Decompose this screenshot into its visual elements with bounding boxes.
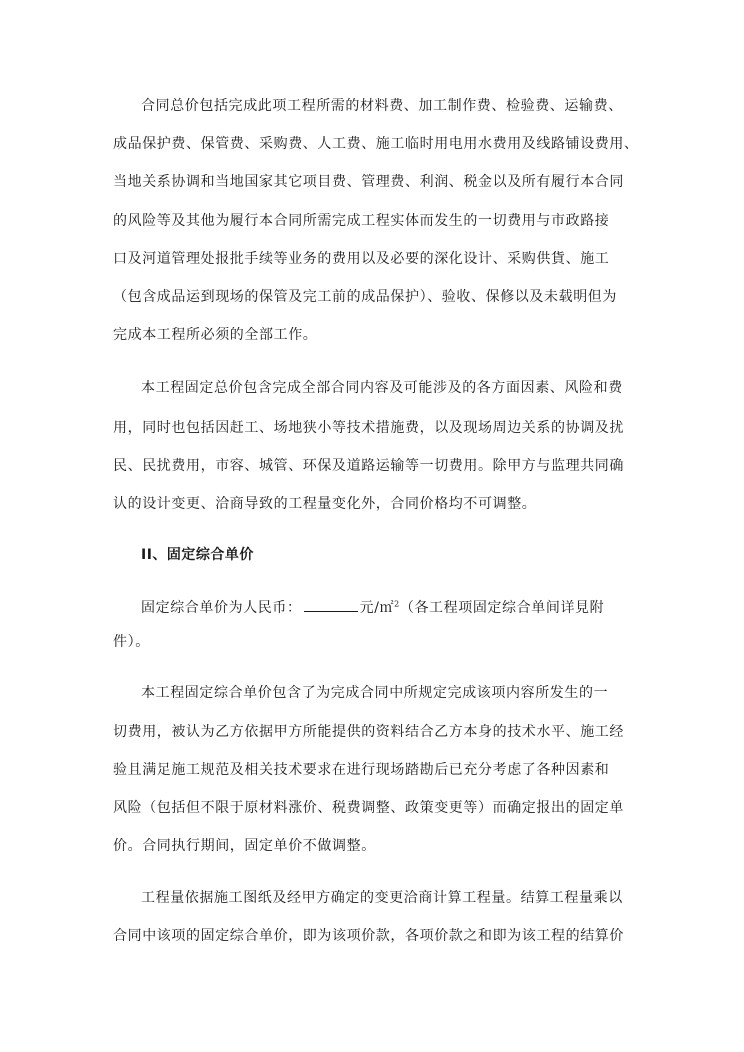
paragraph-2-line-4: 认的设计变更、洽商导致的工程量变化外，合同价格均不可调整。 xyxy=(113,496,537,512)
paragraph-1-line-6: （包含成品运到现场的保管及完工前的成品保护）、验收、保修以及未载明但为 xyxy=(113,289,617,305)
unit-price-suffix: （各工程项固定综合单间详見附 xyxy=(399,600,605,616)
paragraph-4-line-4: 风险（包括但不限于原材料涨价、税费调整、政策变更等）而确定报出的固定单 xyxy=(113,800,624,816)
paragraph-1-line-2: 成品保护费、保管费、采购费、人工费、施工临时用电用水费用及线路铺设费用、 xyxy=(113,136,639,152)
paragraph-4-line-2: 切费用，被认为乙方依据甲方所能提供的资料结合乙方本身的技术水平、施工经 xyxy=(113,724,624,740)
paragraph-4-line-3: 验且满足施工规范及相关技术要求在进行现场踏勘后已充分考虑了各种因素和 xyxy=(113,762,610,778)
unit-price-prefix: 固定综合单价为人民币： xyxy=(141,600,302,616)
paragraph-4-line-5: 价。合同执行期间，固定单价不做调整。 xyxy=(113,838,376,854)
unit-price-unit: 元/㎡ xyxy=(359,600,395,616)
paragraph-2-line-3: 民、民扰费用，市容、城管、环保及道路运输等一切费用。除甲方与监理共同确 xyxy=(113,458,624,474)
paragraph-2-line-1: 本工程固定总价包含完成全部合同内容及可能涉及的各方面因素、风险和费 xyxy=(141,380,623,396)
paragraph-5-line-1: 工程量依据施工图纸及经甲方确定的变更洽商计算工程量。结算工程量乘以 xyxy=(141,890,623,906)
paragraph-5-line-2: 合同中该项的固定综合单价，即为该项价款，各项价款之和即为该工程的结算价 xyxy=(113,928,624,944)
paragraph-4-line-1: 本工程固定综合单价包含了为完成合同中所规定完成该项内容所发生的一 xyxy=(141,685,609,701)
paragraph-3-line-2: 件）。 xyxy=(113,634,150,650)
paragraph-1-line-5: 口及河道管理处报批手续等业务的费用以及必要的深化设计、采购供貨、施工 xyxy=(113,251,610,267)
section-heading: II、固定综合单价 xyxy=(141,547,254,563)
unit-superscript: 2 xyxy=(394,599,400,609)
paragraph-1-line-4: 的风险等及其他为履行本合同所需完成工程实体而发生的一切费用与市政路接 xyxy=(113,213,610,229)
paragraph-1-line-3: 当地关系协调和当地国家其它项目费、管理费、利润、税金以及所有履行本合同 xyxy=(113,174,624,190)
paragraph-3-line-1 xyxy=(141,597,639,618)
unit-price-blank xyxy=(304,597,358,612)
paragraph-1-line-7: 完成本工程所必须的全部工作。 xyxy=(113,327,318,343)
paragraph-2-line-2: 用，同时也包括因赶工、场地狭小等技术措施费，以及现场周边关系的协调及扰 xyxy=(113,420,624,436)
paragraph-1-line-1: 合同总价包括完成此项工程所需的材料费、加工制作费、检验费、运输费、 xyxy=(141,98,623,114)
